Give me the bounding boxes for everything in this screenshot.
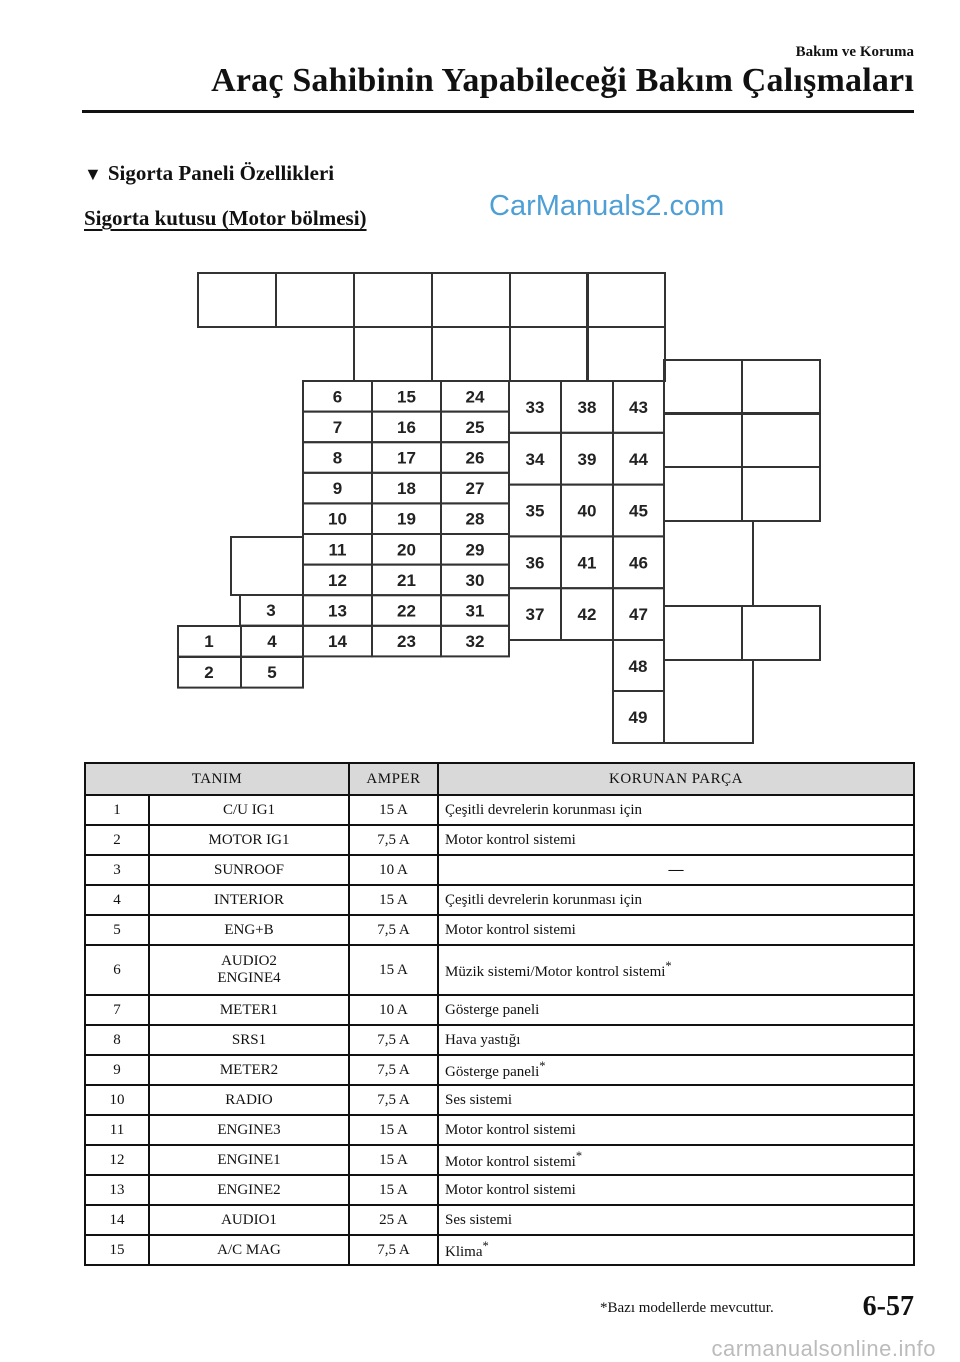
fuse-number-label: 44 bbox=[629, 449, 648, 469]
fuse-slot bbox=[587, 273, 665, 327]
header-amper: AMPER bbox=[349, 763, 438, 795]
fuse-amperage: 10 A bbox=[349, 855, 438, 885]
fuse-name bbox=[149, 1115, 349, 1145]
fuse-name bbox=[149, 915, 349, 945]
fuse-amperage: 7,5 A bbox=[349, 1055, 438, 1085]
table-row bbox=[85, 1055, 914, 1085]
fuse-name-line: AUDIO2 bbox=[221, 953, 277, 969]
fuse-name bbox=[149, 825, 349, 855]
fuse-number: 4 bbox=[85, 885, 149, 915]
fuse-number-label: 47 bbox=[629, 605, 648, 625]
fuse-number-label: 26 bbox=[465, 448, 485, 468]
fuse-number: 5 bbox=[85, 915, 149, 945]
fuse-name-line: RADIO bbox=[225, 1091, 273, 1108]
fuse-protected-part bbox=[438, 995, 914, 1025]
footnote: *Bazı modellerde mevcuttur. bbox=[600, 1300, 774, 1316]
fuse-name bbox=[149, 1025, 349, 1055]
fuse-protected-part bbox=[438, 1115, 914, 1145]
fuse-amperage: 7,5 A bbox=[349, 915, 438, 945]
table-row bbox=[85, 885, 914, 915]
fuse-name-line: SUNROOF bbox=[213, 861, 285, 878]
fuse-slot bbox=[510, 327, 588, 381]
fuse-slot bbox=[742, 413, 820, 467]
table-row bbox=[85, 1145, 914, 1175]
triangle-bullet-icon: ▼ bbox=[84, 164, 102, 184]
table-row bbox=[85, 795, 914, 825]
fuse-number-label: 18 bbox=[397, 479, 416, 499]
fuse-protected-part bbox=[438, 795, 914, 825]
fuse-slot bbox=[664, 413, 742, 467]
fuse-name bbox=[149, 1205, 349, 1235]
fuse-number-label: 9 bbox=[332, 479, 343, 499]
fuse-name-line: METER2 bbox=[219, 1061, 279, 1078]
fuse-number-label: 7 bbox=[332, 417, 343, 437]
fuse-number: 13 bbox=[85, 1175, 149, 1205]
fuse-amperage: 15 A bbox=[349, 945, 438, 995]
fuse-number-label: 32 bbox=[465, 632, 485, 652]
fuse-number: 14 bbox=[85, 1205, 149, 1235]
fuse-name-line: MOTOR IG1 bbox=[208, 831, 290, 848]
fuse-number-label: 11 bbox=[328, 540, 347, 560]
fuse-slot bbox=[742, 360, 820, 414]
fuse-number: 6 bbox=[85, 945, 149, 995]
table-row bbox=[85, 855, 914, 885]
fuse-number-label: 23 bbox=[397, 632, 416, 652]
fuse-name-line: SRS1 bbox=[231, 1031, 267, 1048]
fuse-number-label: 15 bbox=[397, 387, 416, 407]
fuse-number-label: 29 bbox=[465, 540, 485, 560]
fuse-number-label: 42 bbox=[577, 605, 597, 625]
fuse-protected-part bbox=[438, 945, 914, 995]
fuse-number-label: 36 bbox=[525, 553, 545, 573]
fuse-number-label: 28 bbox=[465, 509, 485, 529]
section-title-text: Sigorta Paneli Özellikleri bbox=[107, 161, 335, 185]
fuse-name bbox=[149, 795, 349, 825]
fuse-table bbox=[84, 762, 915, 1266]
fuse-number-label: 49 bbox=[628, 708, 648, 727]
table-row bbox=[85, 1175, 914, 1205]
fuse-number: 15 bbox=[85, 1235, 149, 1265]
footnote-marker: * bbox=[665, 959, 672, 973]
fuse-protected-part bbox=[438, 1085, 914, 1115]
fuse-number-label: 37 bbox=[525, 605, 545, 625]
fuse-number-label: 38 bbox=[577, 398, 597, 417]
footnote-marker: * bbox=[539, 1059, 546, 1073]
fuse-protected-part bbox=[438, 1025, 914, 1055]
fuse-number-label: 27 bbox=[465, 479, 485, 499]
fuse-name bbox=[149, 1145, 349, 1175]
fuse-slot bbox=[587, 327, 665, 381]
fuse-number-label: 2 bbox=[204, 663, 214, 682]
page-number: 6-57 bbox=[862, 1291, 914, 1322]
fuse-protected-part bbox=[438, 915, 914, 945]
fuse-number-label: 30 bbox=[465, 570, 485, 590]
fuse-number-label: 25 bbox=[465, 417, 485, 437]
fuse-number-label: 48 bbox=[628, 657, 648, 676]
fuse-protected-part-text: — bbox=[668, 861, 684, 878]
fuse-number-label: 19 bbox=[397, 509, 416, 529]
fuse-protected-part-text: Ses sistemi bbox=[445, 1091, 513, 1108]
fuse-number-label: 10 bbox=[328, 509, 347, 529]
fuse-amperage: 15 A bbox=[349, 885, 438, 915]
fuse-name-line: INTERIOR bbox=[214, 891, 284, 908]
table-row bbox=[85, 825, 914, 855]
fuse-protected-part bbox=[438, 1145, 914, 1175]
table-row bbox=[85, 945, 914, 995]
fuse-name-line: AUDIO1 bbox=[221, 1211, 277, 1228]
fuse-number-label: 33 bbox=[525, 398, 545, 417]
fuse-number-label: 13 bbox=[328, 601, 347, 621]
fuse-slot bbox=[664, 467, 742, 521]
table-row bbox=[85, 1235, 914, 1265]
fuse-number: 2 bbox=[85, 825, 149, 855]
fuse-amperage: 7,5 A bbox=[349, 1235, 438, 1265]
fuse-slot bbox=[432, 327, 510, 381]
fuse-slot bbox=[510, 273, 588, 327]
fuse-protected-part bbox=[438, 885, 914, 915]
fuse-number-label: 20 bbox=[397, 540, 416, 560]
fuse-amperage: 25 A bbox=[349, 1205, 438, 1235]
fuse-slot bbox=[432, 273, 510, 327]
fuse-number-label: 1 bbox=[204, 632, 214, 651]
fuse-amperage: 10 A bbox=[349, 995, 438, 1025]
table-header-row bbox=[85, 763, 914, 795]
fuse-amperage: 7,5 A bbox=[349, 1085, 438, 1115]
fuse-number-label: 40 bbox=[577, 501, 597, 521]
fuse-number-label: 6 bbox=[332, 387, 343, 407]
fuse-name-line: ENGINE2 bbox=[217, 1181, 281, 1198]
fuse-protected-part-text: Motor kontrol sistemi bbox=[445, 831, 576, 848]
fuse-number: 7 bbox=[85, 995, 149, 1025]
fuse-number-label: 17 bbox=[397, 448, 416, 468]
fuse-protected-part-text: Ses sistemi bbox=[445, 1211, 513, 1228]
fuse-slot bbox=[354, 273, 432, 327]
table-row bbox=[85, 1025, 914, 1055]
fuse-number-label: 4 bbox=[267, 632, 277, 651]
fuse-number: 8 bbox=[85, 1025, 149, 1055]
fuse-slot bbox=[664, 606, 742, 660]
fuse-protected-part-text: Gösterge paneli bbox=[445, 1064, 540, 1080]
fuse-number: 11 bbox=[85, 1115, 149, 1145]
fuse-slot bbox=[231, 537, 303, 595]
fuse-name bbox=[149, 1175, 349, 1205]
fuse-number-label: 16 bbox=[397, 417, 416, 437]
fuse-protected-part-text: Motor kontrol sistemi bbox=[445, 1121, 576, 1138]
footnote-marker: * bbox=[575, 1149, 583, 1163]
fuse-number-label: 41 bbox=[577, 553, 597, 573]
fuse-slot bbox=[742, 606, 820, 660]
fuse-protected-part bbox=[438, 855, 914, 885]
fuse-number-label: 14 bbox=[328, 632, 347, 652]
fuse-number: 3 bbox=[85, 855, 149, 885]
fuse-name bbox=[149, 885, 349, 915]
fuse-amperage: 7,5 A bbox=[349, 825, 438, 855]
fuse-protected-part-text: Çeşitli devrelerin korunması için bbox=[445, 801, 643, 818]
fuse-number: 12 bbox=[85, 1145, 149, 1175]
fuse-amperage: 15 A bbox=[349, 1145, 438, 1175]
fuse-number-label: 31 bbox=[465, 601, 485, 621]
fuse-name bbox=[149, 945, 349, 995]
fuse-number-label: 45 bbox=[629, 501, 648, 521]
fuse-name bbox=[149, 1055, 349, 1085]
fuse-name bbox=[149, 1235, 349, 1265]
table-row bbox=[85, 1205, 914, 1235]
fuse-name-line: ENG+B bbox=[224, 921, 274, 938]
fuse-number-label: 34 bbox=[525, 449, 545, 469]
fuse-name bbox=[149, 1085, 349, 1115]
fuse-protected-part-text: Gösterge paneli bbox=[445, 1001, 540, 1018]
fuse-name-line: ENGINE4 bbox=[217, 970, 281, 986]
fuse-slot bbox=[742, 467, 820, 521]
table-row bbox=[85, 1115, 914, 1145]
footnote-marker: * bbox=[482, 1239, 489, 1253]
fuse-protected-part bbox=[438, 1235, 914, 1265]
fuse-protected-part bbox=[438, 1205, 914, 1235]
fuse-number-label: 43 bbox=[629, 398, 648, 417]
fuse-name-line: ENGINE3 bbox=[217, 1121, 281, 1138]
watermark-logo: CarManuals2.com bbox=[489, 190, 725, 222]
fuse-protected-part-text: Çeşitli devrelerin korunması için bbox=[445, 891, 643, 908]
table-row bbox=[85, 1085, 914, 1115]
running-header-chapter: Araç Sahibinin Yapabileceği Bakım Çalışmaları bbox=[211, 62, 914, 99]
fuse-number-label: 24 bbox=[465, 387, 485, 407]
fuse-slot bbox=[198, 273, 276, 327]
fuse-protected-part-text: Klima bbox=[445, 1244, 483, 1260]
fuse-number-label: 12 bbox=[328, 570, 347, 590]
fuse-number-label: 46 bbox=[629, 553, 648, 573]
fuse-name-line: A/C MAG bbox=[217, 1241, 281, 1258]
fuse-protected-part bbox=[438, 1055, 914, 1085]
fuse-protected-part bbox=[438, 825, 914, 855]
fuse-name-line: METER1 bbox=[219, 1001, 279, 1018]
fuse-amperage: 15 A bbox=[349, 795, 438, 825]
fuse-number-label: 35 bbox=[525, 501, 545, 521]
fuse-number-label: 3 bbox=[266, 601, 276, 620]
fuse-number: 10 bbox=[85, 1085, 149, 1115]
fuse-name bbox=[149, 855, 349, 885]
fuse-number-label: 22 bbox=[397, 601, 416, 621]
fuse-number: 9 bbox=[85, 1055, 149, 1085]
fuse-protected-part-text: Hava yastığı bbox=[445, 1031, 521, 1048]
fuse-protected-part-text: Motor kontrol sistemi bbox=[445, 1154, 576, 1170]
table-row bbox=[85, 915, 914, 945]
fuse-slot bbox=[354, 327, 432, 381]
running-header-section: Bakım ve Koruma bbox=[795, 44, 914, 60]
fuse-protected-part-text: Motor kontrol sistemi bbox=[445, 921, 576, 938]
header-korunan-parca: KORUNAN PARÇA bbox=[438, 763, 914, 795]
fuse-amperage: 7,5 A bbox=[349, 1025, 438, 1055]
fuse-number: 1 bbox=[85, 795, 149, 825]
fuse-amperage: 15 A bbox=[349, 1115, 438, 1145]
fuse-protected-part bbox=[438, 1175, 914, 1205]
fuse-number-label: 39 bbox=[577, 449, 597, 469]
fuse-number-label: 8 bbox=[332, 448, 343, 468]
table-row bbox=[85, 995, 914, 1025]
fuse-protected-part-text: Müzik sistemi/Motor kontrol sistemi bbox=[445, 964, 666, 980]
fuse-name bbox=[149, 995, 349, 1025]
fuse-slot bbox=[664, 521, 753, 606]
fuse-number-label: 5 bbox=[267, 663, 277, 682]
fuse-amperage: 15 A bbox=[349, 1175, 438, 1205]
fuse-slot bbox=[664, 360, 742, 414]
fuse-name-line: C/U IG1 bbox=[222, 801, 276, 818]
fuse-name-line: ENGINE1 bbox=[217, 1151, 281, 1168]
fuse-slot bbox=[276, 273, 354, 327]
fuse-slot bbox=[664, 660, 753, 743]
header-tanim: TANIM bbox=[85, 763, 349, 795]
fuse-protected-part-text: Motor kontrol sistemi bbox=[445, 1181, 576, 1198]
subsection-title: Sigorta kutusu (Motor bölmesi) bbox=[84, 206, 367, 230]
fuse-number-label: 21 bbox=[397, 570, 416, 590]
site-watermark: carmanualsonline.info bbox=[711, 1336, 936, 1361]
